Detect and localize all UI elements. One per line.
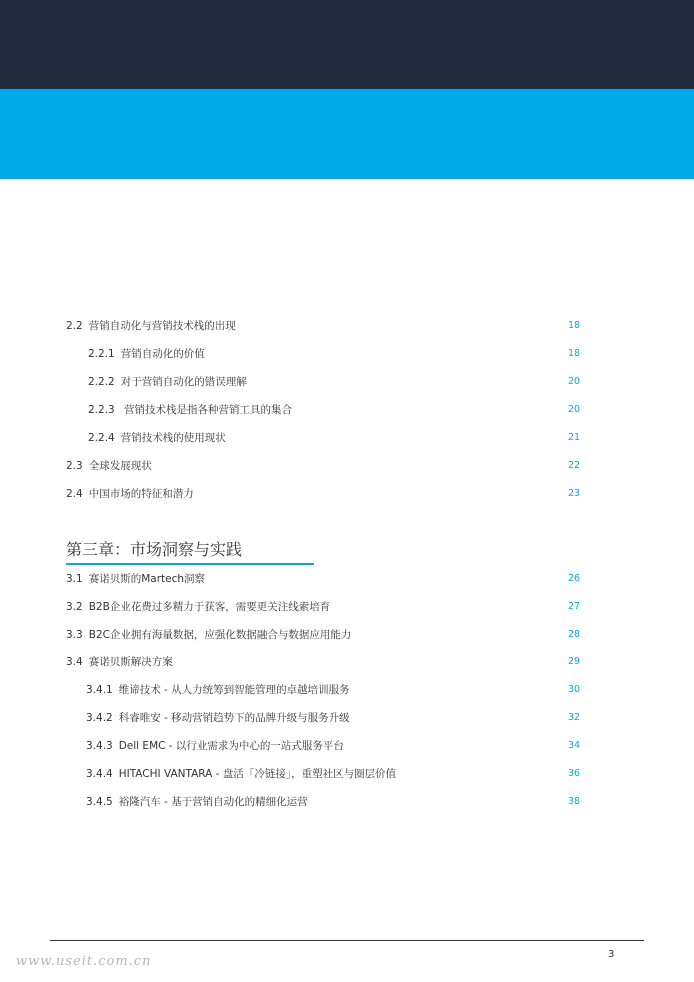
- toc-entry-number: 3.4.1: [86, 684, 113, 696]
- toc-entry-title: 维谛技术 - 从人力统筹到智能管理的卓越培训服务: [118, 684, 350, 696]
- toc-entry-number: 3.3: [66, 629, 83, 641]
- toc-entry-title: HITACHI VANTARA - 盘活「冷链接」，重塑社区与圈层价值: [118, 768, 397, 780]
- toc-entry-number: 3.4.3: [86, 740, 113, 752]
- toc-entry-number: 2.2.1: [88, 348, 115, 360]
- page-number: 3: [608, 949, 615, 960]
- toc-entry-page: 28: [568, 629, 581, 640]
- toc-entry-2-2-1[interactable]: [0, 344, 694, 364]
- toc-entry-title: 营销自动化与营销技术栈的出现: [88, 320, 236, 332]
- toc-entry-2-2-3[interactable]: [0, 400, 694, 420]
- toc-entry-page: 23: [568, 488, 581, 499]
- toc-entry-title: 赛诺贝斯的Martech洞察: [88, 573, 206, 585]
- toc-entry-3-4-4[interactable]: [0, 764, 694, 784]
- toc-entry-3-4-1[interactable]: [0, 680, 694, 700]
- toc-entry-2-3[interactable]: [0, 456, 694, 476]
- toc-entry-number: 2.2.3: [88, 404, 115, 416]
- toc-entry-number: 3.4.4: [86, 768, 113, 780]
- toc-entry-title: 科睿唯安 - 移动营销趋势下的品牌升级与服务升级: [118, 712, 350, 724]
- toc-entry-2-2-2[interactable]: [0, 372, 694, 392]
- toc-entry-page: 18: [568, 320, 581, 331]
- toc-entry-title: B2C企业拥有海量数据，应强化数据融合与数据应用能力: [88, 629, 352, 641]
- toc-entry-page: 22: [568, 460, 581, 471]
- toc-entry-page: 34: [568, 740, 581, 751]
- chapter-heading: 第三章：市场洞察与实践: [66, 540, 243, 559]
- toc-entry-2-2[interactable]: [0, 316, 694, 336]
- toc-entry-2-4[interactable]: [0, 484, 694, 504]
- toc-entry-number: 3.4.2: [86, 712, 113, 724]
- toc-entry-number: 2.2.4: [88, 432, 115, 444]
- header-blue-band: [0, 89, 694, 179]
- toc-entry-page: 38: [568, 796, 581, 807]
- toc-entry-title: 中国市场的特征和潜力: [88, 488, 194, 500]
- watermark: www.useit.com.cn: [16, 954, 152, 969]
- toc-entry-title: 裕隆汽车 - 基于营销自动化的精细化运营: [118, 796, 308, 808]
- toc-entry-page: 20: [568, 376, 581, 387]
- chapter-underline: [66, 563, 314, 565]
- toc-entry-number: 3.2: [66, 601, 83, 613]
- toc-entry-page: 21: [568, 432, 581, 443]
- toc-entry-number: 3.1: [66, 573, 83, 585]
- toc-entry-3-1[interactable]: [0, 569, 694, 589]
- toc-entry-page: 18: [568, 348, 581, 359]
- toc-entry-page: 26: [568, 573, 581, 584]
- toc-entry-title: 营销自动化的价值: [120, 348, 205, 360]
- toc-entry-2-2-4[interactable]: [0, 428, 694, 448]
- toc-entry-title: 对于营销自动化的错误理解: [120, 376, 247, 388]
- toc-entry-3-2[interactable]: [0, 597, 694, 617]
- toc-entry-title: Dell EMC - 以行业需求为中心的一站式服务平台: [118, 740, 344, 752]
- footer-divider: [50, 940, 644, 941]
- toc-entry-3-4[interactable]: [0, 652, 694, 672]
- header-dark-band: [0, 0, 694, 89]
- toc-entry-3-4-2[interactable]: [0, 708, 694, 728]
- toc-entry-page: 32: [568, 712, 581, 723]
- toc-entry-page: 30: [568, 684, 581, 695]
- toc-entry-3-3[interactable]: [0, 625, 694, 645]
- toc-entry-number: 2.2.2: [88, 376, 115, 388]
- toc-entry-page: 29: [568, 656, 581, 667]
- toc-entry-title: 营销技术栈是指各种营销工具的集合: [120, 404, 293, 416]
- toc-entry-3-4-3[interactable]: [0, 736, 694, 756]
- toc-entry-number: 3.4.5: [86, 796, 113, 808]
- toc-entry-page: 27: [568, 601, 581, 612]
- toc-entry-title: 全球发展现状: [88, 460, 152, 472]
- toc-entry-page: 20: [568, 404, 581, 415]
- toc-entry-title: B2B企业花费过多精力于获客，需要更关注线索培育: [88, 601, 331, 613]
- toc-entry-number: 2.4: [66, 488, 83, 500]
- toc-entry-title: 赛诺贝斯解决方案: [88, 656, 173, 668]
- toc-entry-number: 2.2: [66, 320, 83, 332]
- toc-entry-title: 营销技术栈的使用现状: [120, 432, 226, 444]
- toc-entry-number: 3.4: [66, 656, 83, 668]
- toc-entry-number: 2.3: [66, 460, 83, 472]
- toc-entry-page: 36: [568, 768, 581, 779]
- toc-entry-3-4-5[interactable]: [0, 792, 694, 812]
